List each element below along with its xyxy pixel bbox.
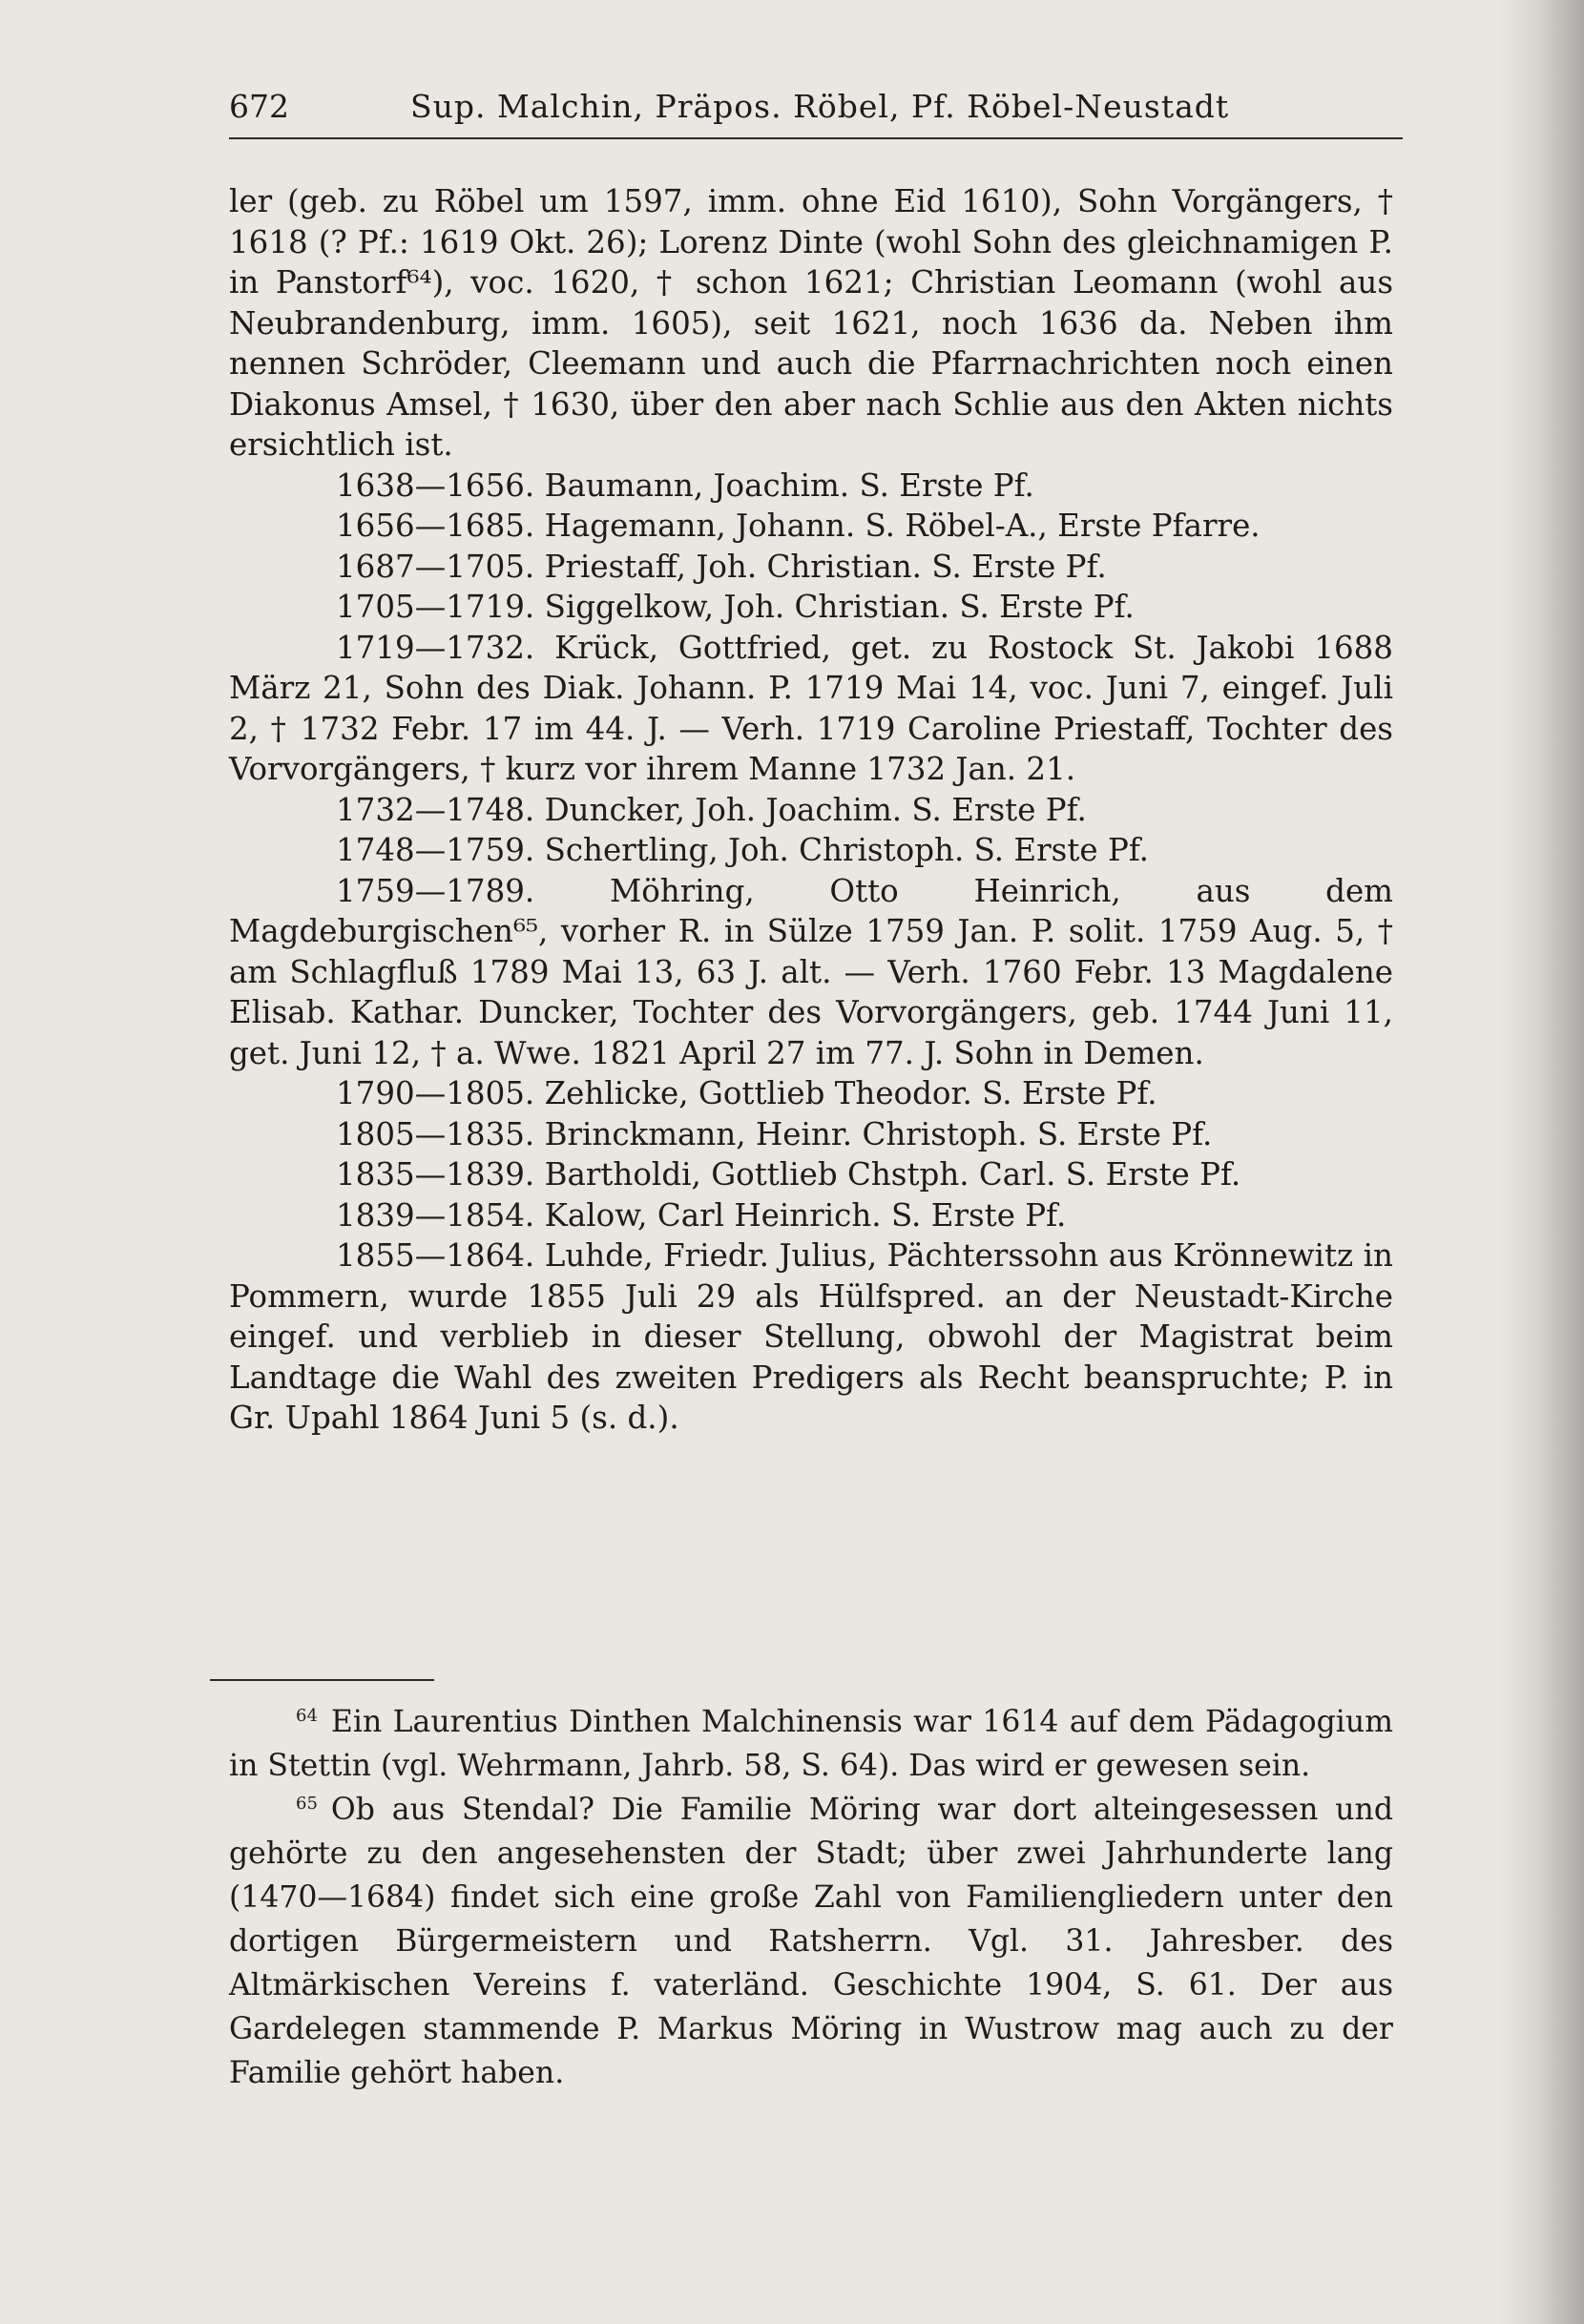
footnote-65 — [229, 1788, 1393, 2095]
running-title: Sup. Malchin, Präpos. Röbel, Pf. Röbel-Neustadt — [410, 88, 1230, 125]
footnote-text: Ein Laurentius Dinthen Malchinensis war 1614 auf dem Pädagogium in Stettin (vgl. Wehrmann, Jahrb. 58, S. 64). Das wird er gewesen sein. — [229, 1705, 1393, 1783]
entry-krueck: 1719—1732. Krück, Gottfried, get. zu Rostock St. Jakobi 1688 März 21, Sohn des Diak. Johann. P. 1719 Mai 14, voc. Juni 7, eingef. Juli 2, † 1732 Febr. 17 im 44. J. — Verh. 1719 Caroline Priestaff, Tochter des Vorvorgängers, † kurz vor ihrem Manne 1732 Jan. 21. — [229, 629, 1393, 787]
entry-moehring: 1759—1789. Möhring, Otto Heinrich, aus dem Magdeburgischen⁶⁵, vorher R. in Sülze 1759 Jan. P. solit. 1759 Aug. 5, † am Schlagfluß 1789 Mai 13, 63 J. alt. — Verh. 1760 Febr. 13 Magdalene Elisab. Kathar. Duncker, Tochter des Vorvorgängers, geb. 1744 Juni 11, get. Juni 12, † a. Wwe. 1821 April 27 im 77. J. Sohn in Demen. — [229, 872, 1393, 1071]
entry-schertling: 1748—1759. Schertling, Joh. Christoph. S. Erste Pf. — [336, 832, 1150, 868]
entry-duncker: 1732—1748. Duncker, Joh. Joachim. S. Erste Pf. — [336, 791, 1087, 828]
entry-zehlicke: 1790—1805. Zehlicke, Gottlieb Theodor. S. Erste Pf. — [336, 1075, 1157, 1111]
entry-siggelkow: 1705—1719. Siggelkow, Joh. Christian. S. Erste Pf. — [336, 589, 1135, 625]
footnote-64 — [229, 1700, 1393, 1788]
footnote-text: Ob aus Stendal? Die Familie Möring war dort alteingesessen und gehörte zu den angesehensten der Stadt; über zwei Jahrhunderte lang (1470—1684) findet sich eine große Zahl von Familiengliedern unter den dortigen Bürgermeistern und Ratsherrn. Vgl. 31. Jahresber. des Altmärkischen Vereins f. vaterländ. Geschichte 1904, S. 61. Der aus Gardelegen stammende P. Markus Möring in Wustrow mag auch zu der Familie gehört haben. — [229, 1793, 1393, 2090]
footnote-rule — [210, 1679, 434, 1681]
entry-kalow: 1839—1854. Kalow, Carl Heinrich. S. Erste Pf. — [336, 1196, 1067, 1234]
entry-baumann: 1638—1656. Baumann, Joachim. S. Erste Pf. — [336, 467, 1034, 504]
entry-priestaff: 1687—1705. Priestaff, Joh. Christian. S. Erste Pf. — [336, 548, 1107, 585]
footnotes — [229, 1700, 1393, 2095]
entry-luhde: 1855—1864. Luhde, Friedr. Julius, Pächterssohn aus Krönnewitz in Pommern, wurde 1855 Juli 29 als Hülfspred. an der Neustadt-Kirche eingef. und verblieb in dieser Stellung, obwohl der Magistrat beim Landtage die Wahl des zweiten Predigers als Recht beanspruchte; P. in Gr. Upahl 1864 Juni 5 (s. d.). — [229, 1237, 1393, 1436]
paragraph-continuation: ler (geb. zu Röbel um 1597, imm. ohne Eid 1610), Sohn Vorgängers, † 1618 (? Pf.: 1619 Okt. 26); Lorenz Dinte (wohl Sohn des gleichnamigen P. in Panstorf⁶⁴), voc. 1620, † schon 1621; Christian Leomann (wohl aus Neubrandenburg, imm. 1605), seit 1621, noch 1636 da. Neben ihm nennen Schröder, Cleemann und auch die Pfarrnachrichten noch einen Diakonus Amsel, † 1630, über den aber nach Schlie aus den Akten nichts ersichtlich ist. — [229, 183, 1393, 463]
main-text — [229, 181, 1393, 1439]
footnote-number: 64 — [296, 1705, 318, 1726]
entry-brinckmann: 1805—1835. Brinckmann, Heinr. Christoph. S. Erste Pf. — [336, 1115, 1213, 1152]
entry-hagemann: 1656—1685. Hagemann, Johann. S. Röbel-A., Erste Pfarre. — [336, 508, 1261, 544]
page-number: 672 — [229, 88, 289, 125]
entry-bartholdi: 1835—1839. Bartholdi, Gottlieb Chstph. Carl. S. Erste Pf. — [336, 1156, 1241, 1193]
footnote-number: 65 — [296, 1793, 318, 1814]
page-edge-shadow — [1498, 0, 1584, 2324]
running-header — [229, 88, 1403, 139]
